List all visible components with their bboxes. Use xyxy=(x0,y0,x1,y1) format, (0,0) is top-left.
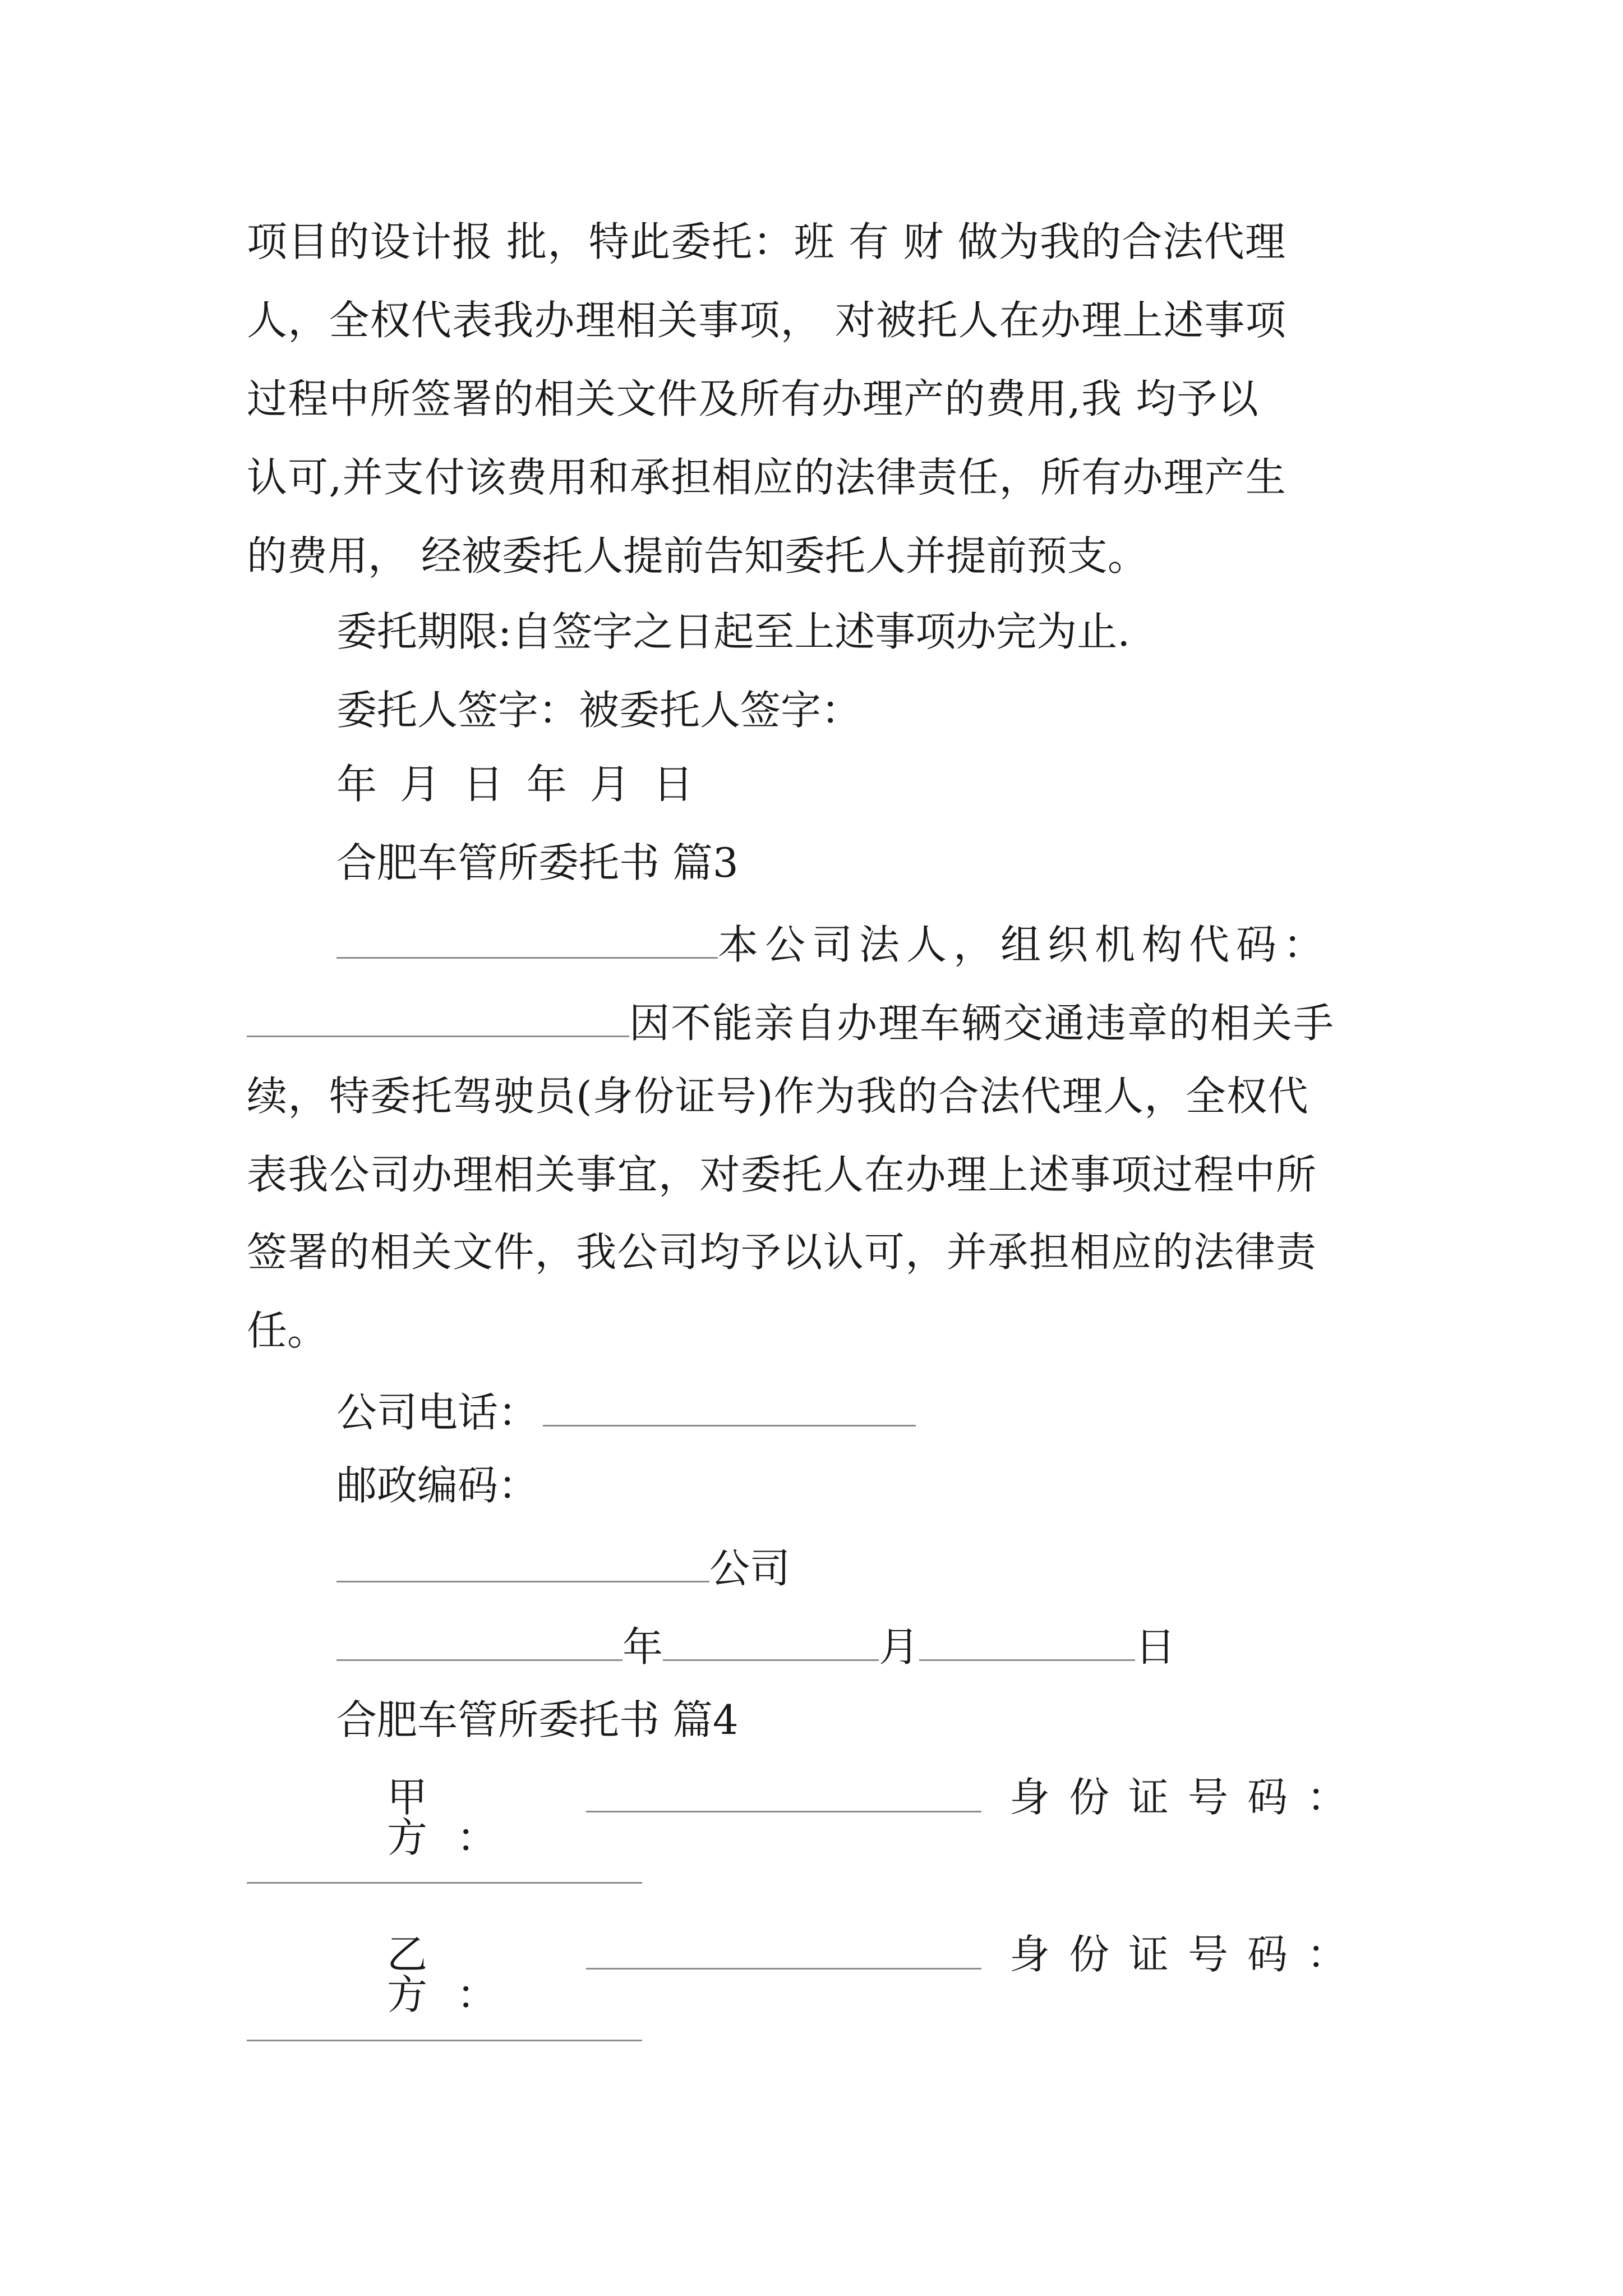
party-a-id-blank[interactable] xyxy=(247,1882,642,1884)
postal-code-label: 邮政编码： xyxy=(336,1462,539,1509)
body-line-1: 项目的设计报 批，特此委托：班 有 财 做为我的合法代理 xyxy=(247,218,1287,265)
entrust-term: 委托期限:自签字之日起至上述事项办完为止. xyxy=(336,608,1131,655)
month-label: 月 xyxy=(879,1623,920,1671)
year-label: 年 xyxy=(623,1623,663,1671)
party-b-id-blank[interactable] xyxy=(247,2040,642,2041)
party-b-label-text: 乙方： xyxy=(387,1931,527,2018)
section-3-line-2 xyxy=(247,999,1335,1047)
day-label: 日 xyxy=(1135,1623,1176,1671)
body-line-2: 人，全权代表我办理相关事项， 对被托人在办理上述事项 xyxy=(247,297,1287,344)
legal-person-text: 本公司法人，组织机构代码： xyxy=(718,921,1331,968)
company-suffix: 公司 xyxy=(709,1545,791,1592)
section-3-heading: 合肥车管所委托书 篇3 xyxy=(336,839,739,886)
section-3-line-3: 续，特委托驾驶员(身份证号)作为我的合法代理人，全权代 xyxy=(247,1073,1309,1120)
party-a-name-blank[interactable] xyxy=(586,1811,981,1812)
body-line-3: 过程中所签署的相关文件及所有办理产的费用,我 均予以 xyxy=(247,375,1259,422)
company-name-blank[interactable] xyxy=(336,1544,709,1582)
org-code-tail-text: 因不能亲自办理车辆交通违章的相关手 xyxy=(629,1000,1335,1047)
company-phone-label: 公司电话： xyxy=(336,1389,539,1436)
party-b-label xyxy=(387,1931,578,2018)
company-phone-row xyxy=(336,1388,916,1436)
company-date-row xyxy=(336,1622,1176,1671)
section-3-line-5: 签署的相关文件，我公司均予以认可，并承担相应的法律责 xyxy=(247,1228,1317,1276)
year-blank[interactable] xyxy=(336,1622,623,1661)
party-a-label-text: 甲方： xyxy=(387,1774,527,1861)
party-a-label xyxy=(387,1774,578,1861)
party-a-id-label: 身份证号码： xyxy=(1009,1774,1367,1821)
company-name-row xyxy=(336,1544,791,1592)
day-blank[interactable] xyxy=(919,1622,1135,1661)
party-b-name-blank[interactable] xyxy=(586,1968,981,1970)
party-b-id-label: 身份证号码： xyxy=(1009,1931,1367,1978)
section-4-heading: 合肥车管所委托书 篇4 xyxy=(336,1696,739,1743)
month-blank[interactable] xyxy=(663,1622,879,1661)
body-line-5: 的费用， 经被委托人提前告知委托人并提前预支。 xyxy=(247,532,1148,579)
body-line-4: 认可,并支付该费用和承担相应的法律责任，所有办理产生 xyxy=(247,454,1287,501)
legal-person-blank[interactable] xyxy=(336,920,718,959)
company-phone-blank[interactable] xyxy=(543,1388,916,1427)
section-3-line-4: 表我公司办理相关事宜，对委托人在办理上述事项过程中所 xyxy=(247,1151,1317,1198)
signature-dates: 年 月 日 年 月 日 xyxy=(336,761,694,808)
signature-labels: 委托人签字：被委托人签字： xyxy=(336,687,862,734)
section-3-line-6: 任。 xyxy=(247,1307,328,1354)
section-3-line-1 xyxy=(336,920,1331,968)
org-code-blank[interactable] xyxy=(247,999,629,1037)
